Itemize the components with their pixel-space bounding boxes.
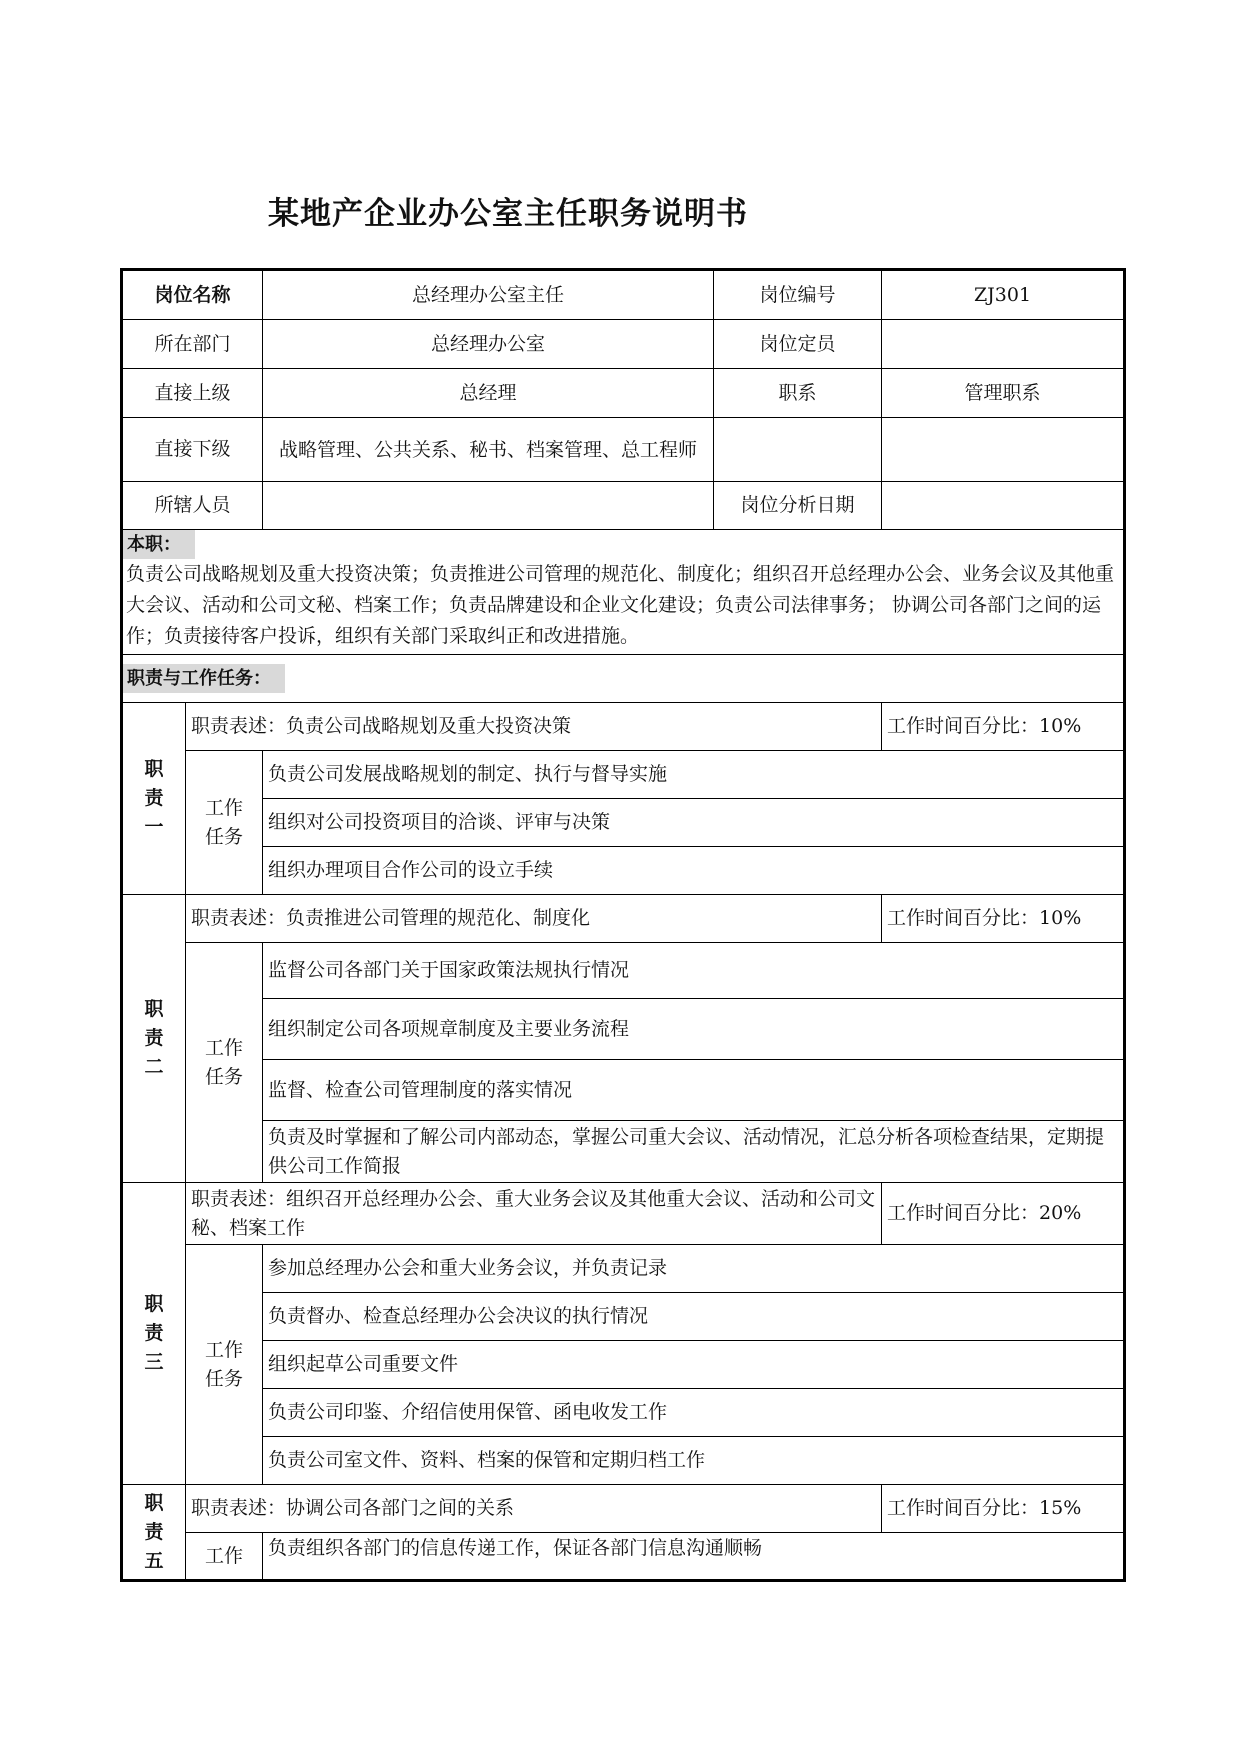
info-row [122,482,1125,530]
headcount-label: 岗位定员 [714,320,882,369]
task-row [122,751,1125,799]
task-item: 组织起草公司重要文件 [263,1341,1125,1389]
task-row [122,1533,1125,1581]
analysis-date-value [882,482,1125,530]
duties-label: 职责与工作任务： [123,664,285,693]
duties-header-cell [122,655,1125,703]
duty-label: 职 责 一 [122,703,186,895]
task-item: 组织对公司投资项目的洽谈、评审与决策 [263,799,1125,847]
task-row [122,1293,1125,1341]
task-item: 负责组织各部门的信息传递工作，保证各部门信息沟通顺畅 [263,1533,1125,1581]
task-row [122,1245,1125,1293]
benzhi-label: 本职： [123,530,195,559]
department-value: 总经理办公室 [263,320,714,369]
empty-cell [714,418,882,482]
job-description-table [120,268,1126,1582]
task-item: 参加总经理办公会和重大业务会议，并负责记录 [263,1245,1125,1293]
task-item: 监督、检查公司管理制度的落实情况 [263,1060,1125,1121]
task-row [122,847,1125,895]
duty-row [122,1183,1125,1245]
task-item: 负责公司室文件、资料、档案的保管和定期归档工作 [263,1437,1125,1485]
duty-percentage: 工作时间百分比：10% [882,703,1125,751]
duty-description: 职责表述：组织召开总经理办公会、重大业务会议及其他重大会议、活动和公司文秘、档案工作 [186,1183,882,1245]
duty-label: 职 责 二 [122,895,186,1183]
duty-row [122,1485,1125,1533]
task-item: 监督公司各部门关于国家政策法规执行情况 [263,943,1125,999]
document-title: 某地产企业办公室主任职务说明书 [268,196,748,232]
duty-percentage: 工作时间百分比：15% [882,1485,1125,1533]
task-item: 负责公司印鉴、介绍信使用保管、函电收发工作 [263,1389,1125,1437]
direct-superior-value: 总经理 [263,369,714,418]
job-family-label: 职系 [714,369,882,418]
staff-label: 所辖人员 [122,482,263,530]
info-row [122,320,1125,369]
task-row [122,1060,1125,1121]
task-row [122,1437,1125,1485]
task-row [122,1121,1125,1183]
job-family-value: 管理职系 [882,369,1125,418]
duty-label: 职 责 三 [122,1183,186,1485]
benzhi-section [122,530,1125,655]
position-code-label: 岗位编号 [714,270,882,320]
task-row [122,943,1125,999]
task-row [122,799,1125,847]
direct-superior-label: 直接上级 [122,369,263,418]
task-row [122,1341,1125,1389]
task-item: 组织制定公司各项规章制度及主要业务流程 [263,999,1125,1060]
analysis-date-label: 岗位分析日期 [714,482,882,530]
benzhi-text: 负责公司战略规划及重大投资决策；负责推进公司管理的规范化、制度化；组织召开总经理办公会、业务会议及其他重大会议、活动和公司文秘、档案工作；负责品牌建设和企业文化建设；负责公司法律事务； 协调公司各部门之间的运作；负责接待客户投诉，组织有关部门采取纠正和改进措施。 [126,563,1115,647]
task-label: 工作 任务 [186,943,263,1183]
duty-percentage: 工作时间百分比：20% [882,1183,1125,1245]
direct-subordinate-value: 战略管理、公共关系、秘书、档案管理、总工程师 [263,418,714,482]
info-row [122,270,1125,320]
info-row [122,418,1125,482]
duty-row [122,703,1125,751]
task-label: 工作 任务 [186,751,263,895]
duty-row [122,895,1125,943]
task-item: 组织办理项目合作公司的设立手续 [263,847,1125,895]
duty-description: 职责表述：负责公司战略规划及重大投资决策 [186,703,882,751]
task-row [122,999,1125,1060]
task-row [122,1389,1125,1437]
staff-value [263,482,714,530]
duties-header-row [122,655,1125,703]
duty-percentage: 工作时间百分比：10% [882,895,1125,943]
task-item: 负责督办、检查总经理办公会决议的执行情况 [263,1293,1125,1341]
direct-subordinate-label: 直接下级 [122,418,263,482]
empty-cell [882,418,1125,482]
task-label: 工作 任务 [186,1245,263,1485]
task-item: 负责及时掌握和了解公司内部动态，掌握公司重大会议、活动情况，汇总分析各项检查结果，定期提供公司工作简报 [263,1121,1125,1183]
duty-description: 职责表述：负责推进公司管理的规范化、制度化 [186,895,882,943]
duty-description: 职责表述：协调公司各部门之间的关系 [186,1485,882,1533]
info-row [122,369,1125,418]
position-code-value: ZJ301 [882,270,1125,320]
benzhi-cell [122,530,1125,655]
position-name-value: 总经理办公室主任 [263,270,714,320]
headcount-value [882,320,1125,369]
task-label: 工作 [186,1533,263,1581]
duty-label: 职 责 五 [122,1485,186,1581]
position-name-label: 岗位名称 [122,270,263,320]
task-item: 负责公司发展战略规划的制定、执行与督导实施 [263,751,1125,799]
department-label: 所在部门 [122,320,263,369]
